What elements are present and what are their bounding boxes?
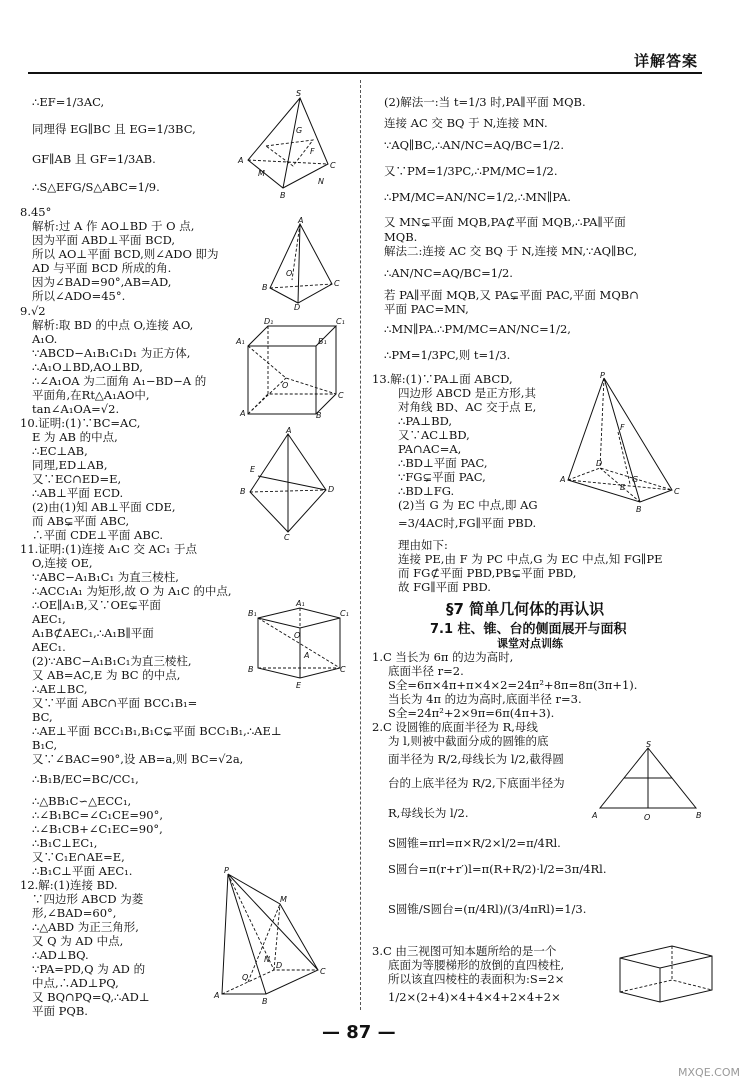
watermark: MXQE.COM	[678, 1066, 740, 1079]
svg-text:B₁: B₁	[248, 609, 257, 618]
text-line: 又∵平面 ABC∩平面 BCC₁B₁=	[32, 696, 198, 710]
text-line: 而 FG⊄平面 PBD,PB⊊平面 PBD,	[398, 566, 577, 580]
text-line: ∴AE⊥BC,	[32, 682, 88, 696]
text-line: ∵AQ∥BC,∴AN/NC=AQ/BC=1/2.	[384, 138, 564, 152]
svg-text:A: A	[560, 475, 566, 484]
prism-figure-3	[612, 938, 722, 1010]
text-line: ∴AB⊥平面 ECD.	[32, 486, 124, 500]
text-line: B₁C,	[32, 738, 58, 752]
text-line: 而 AB⊊平面 ABC,	[32, 514, 130, 528]
text-line: ∴△ABD 为正三角形,	[32, 920, 139, 934]
text-line: ∴PA⊥BD,	[398, 414, 453, 428]
svg-text:B: B	[696, 811, 702, 820]
text-line: ∴PM=1/3PC,则 t=1/3.	[384, 348, 511, 362]
text-line: PA∩AC=A,	[398, 442, 462, 456]
text-line: ∴平面 CDE⊥平面 ABC.	[32, 528, 164, 542]
text-line: ∴∠B₁BC=∠C₁CE=90°,	[32, 808, 164, 822]
svg-text:A: A	[238, 156, 244, 165]
pyramid-figure-egf	[238, 88, 338, 200]
svg-text:C₁: C₁	[336, 317, 345, 326]
text-line: 平面 PQB.	[32, 1004, 88, 1018]
svg-text:N: N	[264, 955, 270, 964]
svg-text:A: A	[214, 991, 220, 1000]
svg-text:D: D	[276, 961, 283, 970]
svg-text:E: E	[620, 483, 626, 492]
text-line: A₁O.	[32, 332, 58, 346]
text-line: 又 MN⊊平面 MQB,PA⊄平面 MQB,∴PA∥平面	[384, 215, 626, 229]
text-line: (2)解法一:当 t=1/3 时,PA∥平面 MQB.	[384, 95, 586, 109]
header-title: 详解答案	[633, 52, 698, 70]
practice-label: 课堂对点训练	[497, 637, 563, 650]
text-line: AEC₁.	[32, 640, 66, 654]
text-line: ∴A₁O⊥BD,AO⊥BD,	[32, 360, 143, 374]
svg-text:B: B	[240, 487, 246, 496]
text-line: 面半径为 R/2,母线长为 l/2,截得圆	[388, 752, 564, 766]
text-line: 所以该直四棱柱的表面积为:S=2×	[388, 972, 565, 986]
text-line: AD 与平面 BCD 所成的角.	[32, 261, 172, 275]
text-line: ∴B₁B/EC=BC/CC₁,	[32, 772, 139, 786]
svg-text:A₁: A₁	[296, 599, 305, 608]
text-line: 同理得 EG∥BC 且 EG=1/3BC,	[32, 122, 196, 136]
text-line: S圆台=π(r+r′)l=π(R+R/2)·l/2=3π/4Rl.	[388, 862, 607, 876]
text-line: 因为∠BAD=90°,AB=AD,	[32, 275, 172, 289]
text-line: 又 Q 为 AD 中点,	[32, 934, 124, 948]
text-line: GF∥AB 且 GF=1/3AB.	[32, 152, 156, 166]
text-line: ∵FG⊊平面 PAC,	[398, 470, 486, 484]
text-line: 因为平面 ABD⊥平面 BCD,	[32, 233, 176, 247]
text-line: O,连接 OE,	[32, 556, 93, 570]
svg-text:B: B	[262, 997, 268, 1006]
svg-text:B: B	[636, 505, 642, 514]
text-line: 又 BQ∩PQ=Q,∴AD⊥	[32, 990, 150, 1004]
text-line: 又∵AC⊥BD,	[398, 428, 470, 442]
svg-text:C₁: C₁	[340, 609, 349, 618]
svg-text:C: C	[340, 665, 346, 674]
svg-text:G: G	[632, 475, 639, 484]
section-subtitle: 7.1 柱、锥、台的侧面展开与面积	[430, 622, 627, 637]
section-title: §7 简单几何体的再认识	[446, 600, 605, 618]
text-line: 所以 AO⊥平面 BCD,则∠ADO 即为	[32, 247, 219, 261]
text-line: BC,	[32, 710, 53, 724]
svg-text:F: F	[310, 147, 315, 156]
text-line: 平面角,在Rt△A₁AO中,	[32, 388, 150, 402]
text-line: ∴EF=1/3AC,	[32, 95, 105, 109]
tetrahedron-figure	[262, 216, 342, 312]
text-line: ∵PA=PD,Q 为 AD 的	[32, 962, 146, 976]
text-line: 2.C 设圆锥的底面半径为 R,母线	[372, 720, 538, 734]
svg-text:C: C	[334, 279, 340, 288]
text-line: 8.45°	[20, 205, 52, 219]
text-line: ∴∠B₁CB+∠C₁EC=90°,	[32, 822, 163, 836]
column-divider	[360, 80, 361, 1010]
text-line: MQB.	[384, 230, 418, 244]
text-line: A₁B⊄AEC₁,∴A₁B∥平面	[32, 626, 154, 640]
text-line: ∴S△EFG/S△ABC=1/9.	[32, 180, 160, 194]
text-line: ∴MN∥PA.∴PM/MC=AN/NC=1/2,	[384, 322, 571, 336]
text-line: ∴OE∥A₁B,又∵OE⊊平面	[32, 598, 161, 612]
svg-text:D: D	[328, 485, 335, 494]
svg-text:M: M	[280, 895, 287, 904]
text-line: 11.证明:(1)连接 A₁C 交 AC₁ 于点	[20, 542, 198, 556]
text-line: 连接 AC 交 BQ 于 N,连接 MN.	[384, 116, 548, 130]
svg-text:B: B	[262, 283, 268, 292]
text-line: 若 PA∥平面 MQB,又 PA⊊平面 PAC,平面 MQB∩	[384, 288, 639, 302]
text-line: 又∵EC∩ED=E,	[32, 472, 122, 486]
text-line: 对角线 BD、AC 交于点 E,	[398, 400, 537, 414]
text-line: tan∠A₁OA=√2.	[32, 402, 120, 416]
svg-text:E: E	[250, 465, 256, 474]
svg-text:D₁: D₁	[264, 317, 274, 326]
text-line: ∴BD⊥平面 PAC,	[398, 456, 488, 470]
svg-text:D: D	[294, 303, 301, 312]
text-line: (2)由(1)知 AB⊥平面 CDE,	[32, 500, 176, 514]
text-line: ∵四边形 ABCD 为菱	[32, 892, 144, 906]
text-line: ∵ABC−A₁B₁C₁ 为直三棱柱,	[32, 570, 179, 584]
text-line: S圆锥=πrl=π×R/2×l/2=π/4Rl.	[388, 836, 561, 850]
svg-text:C: C	[320, 967, 326, 976]
text-line: 解析:取 BD 的中点 O,连接 AO,	[32, 318, 194, 332]
svg-text:B₁: B₁	[318, 337, 327, 346]
text-line: ∴AE⊥平面 BCC₁B₁,B₁C⊊平面 BCC₁B₁,∴AE⊥	[32, 724, 282, 738]
header-rule	[28, 72, 702, 74]
text-line: 3.C 由三视图可知本题所给的是一个	[372, 944, 557, 958]
pyramid-figure-13	[560, 372, 680, 512]
text-line: 10.证明:(1)∵BC=AC,	[20, 416, 141, 430]
text-line: AEC₁,	[32, 612, 66, 626]
svg-text:M: M	[258, 169, 265, 178]
text-line: ∴AN/NC=AQ/BC=1/2.	[384, 266, 513, 280]
text-line: 12.解:(1)连接 BD.	[20, 878, 118, 892]
svg-text:B: B	[280, 191, 286, 200]
cube-figure	[236, 318, 351, 418]
text-line: ∴BD⊥FG.	[398, 484, 455, 498]
svg-text:A: A	[592, 811, 598, 820]
text-line: 当长为 4π 的边为高时,底面半径 r=3.	[388, 692, 582, 706]
text-line: 又∵PM=1/3PC,∴PM/MC=1/2.	[384, 164, 558, 178]
text-line: 又∵C₁E∩AE=E,	[32, 850, 125, 864]
text-line: 底面为等腰梯形的放倒的直四棱柱,	[388, 958, 565, 972]
svg-text:O: O	[294, 631, 301, 640]
svg-text:D: D	[596, 459, 603, 468]
text-line: 又∵∠BAC=90°,设 AB=a,则 BC=√2a,	[32, 752, 244, 766]
text-line: R,母线长为 l/2.	[388, 806, 469, 820]
text-line: 1.C 当长为 6π 的边为高时,	[372, 650, 514, 664]
triangle-figure	[592, 742, 707, 827]
text-line: 解法二:连接 AC 交 BQ 于 N,连接 MN,∵AQ∥BC,	[384, 244, 638, 258]
text-line: 同理,ED⊥AB,	[32, 458, 108, 472]
text-line: ∴ACC₁A₁ 为矩形,故 O 为 A₁C 的中点,	[32, 584, 232, 598]
svg-text:C: C	[338, 391, 344, 400]
text-line: 理由如下:	[398, 538, 448, 552]
prism-figure	[248, 598, 348, 688]
text-line: S全=6π×4π+π×4×2=24π²+8π=8π(3π+1).	[388, 678, 638, 692]
svg-text:B: B	[316, 411, 322, 420]
svg-text:P: P	[600, 371, 605, 380]
text-line: ∵ABCD−A₁B₁C₁D₁ 为正方体,	[32, 346, 191, 360]
text-line: 四边形 ABCD 是正方形,其	[398, 386, 536, 400]
svg-text:N: N	[318, 177, 324, 186]
text-line: E 为 AB 的中点,	[32, 430, 118, 444]
text-line: 所以∠ADO=45°.	[32, 289, 126, 303]
svg-text:F: F	[620, 423, 625, 432]
text-line: ∴B₁C⊥EC₁,	[32, 836, 98, 850]
svg-text:S: S	[296, 89, 302, 98]
text-line: 中点,∴AD⊥PQ,	[32, 976, 119, 990]
text-line: ∴∠A₁OA 为二面角 A₁−BD−A 的	[32, 374, 207, 388]
text-line: 连接 PE,由 F 为 PC 中点,G 为 EC 中点,知 FG∥PE	[398, 552, 663, 566]
text-line: 故 FG∥平面 PBD.	[398, 580, 491, 594]
pyramid-figure-pabcd	[214, 866, 324, 1006]
text-line: S全=24π²+2×9π=6π(4π+3).	[388, 706, 555, 720]
svg-text:A: A	[304, 651, 310, 660]
svg-text:A: A	[298, 216, 304, 225]
tetrahedron-figure-abcd	[240, 426, 335, 542]
svg-text:O: O	[644, 813, 651, 822]
svg-text:O: O	[282, 381, 289, 390]
svg-text:G: G	[296, 126, 303, 135]
svg-text:A: A	[240, 409, 246, 418]
svg-text:A₁: A₁	[236, 337, 245, 346]
svg-text:S: S	[646, 740, 652, 749]
text-line: S圆锥/S圆台=(π/4Rl)/(3/4πRl)=1/3.	[388, 902, 587, 916]
text-line: ∴AD⊥BQ.	[32, 948, 89, 962]
text-line: 底面半径 r=2.	[388, 664, 464, 678]
text-line: 解析:过 A 作 AO⊥BD 于 O 点,	[32, 219, 195, 233]
svg-text:C: C	[330, 161, 336, 170]
svg-text:Q: Q	[242, 973, 249, 982]
svg-text:C: C	[674, 487, 680, 496]
text-line: 台的上底半径为 R/2,下底面半径为	[388, 776, 565, 790]
text-line: 形,∠BAD=60°,	[32, 906, 117, 920]
page-number: — 87 —	[322, 1022, 396, 1043]
text-line: 9.√2	[20, 304, 46, 318]
text-line: =3/4AC时,FG∥平面 PBD.	[398, 516, 537, 530]
text-line: ∴△BB₁C∽△ECC₁,	[32, 794, 132, 808]
svg-text:E: E	[296, 681, 302, 690]
text-line: ∴B₁C⊥平面 AEC₁.	[32, 864, 133, 878]
text-line: 1/2×(2+4)×4+4×4+2×4+2×	[388, 990, 561, 1004]
svg-text:A: A	[286, 426, 292, 435]
text-line: 为 l,则被中截面分成的圆锥的底	[388, 734, 549, 748]
svg-text:P: P	[224, 866, 229, 875]
text-line: (2)∵ABC−A₁B₁C₁为直三棱柱,	[32, 654, 192, 668]
text-line: ∴EC⊥AB,	[32, 444, 88, 458]
svg-text:C: C	[284, 533, 290, 542]
text-line: (2)当 G 为 EC 中点,即 AG	[398, 498, 538, 512]
svg-text:O: O	[286, 269, 293, 278]
text-line: ∴PM/MC=AN/NC=1/2,∴MN∥PA.	[384, 190, 571, 204]
text-line: 平面 PAC=MN,	[384, 302, 469, 316]
text-line: 13.解:(1)∵PA⊥面 ABCD,	[372, 372, 513, 386]
svg-text:B: B	[248, 665, 254, 674]
text-line: 又 AB=AC,E 为 BC 的中点,	[32, 668, 181, 682]
